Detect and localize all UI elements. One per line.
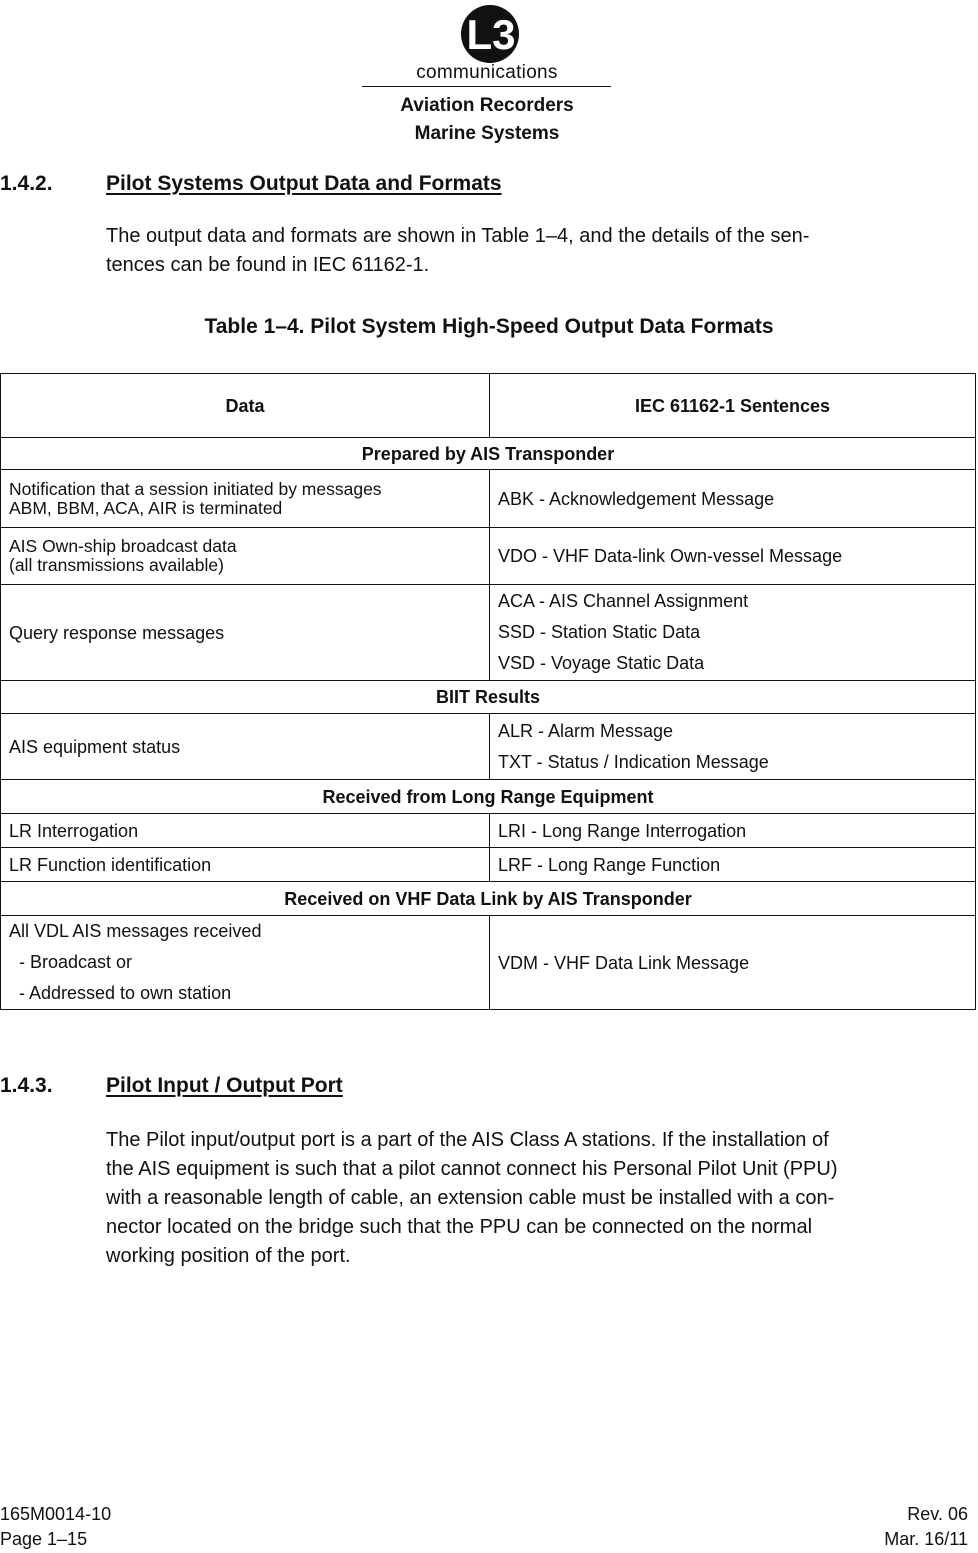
table-caption: Table 1–4. Pilot System High-Speed Output Data Formats (204, 315, 774, 338)
para-line: working position of the port. (106, 1245, 351, 1267)
section-143-number: 1.4.3. (0, 1074, 53, 1097)
header-rule (362, 86, 611, 87)
cell-line: AIS Own-ship broadcast data (9, 536, 237, 556)
sentence-cell (490, 585, 976, 681)
data-cell: LR Function identification (1, 848, 490, 882)
group-row (1, 882, 976, 916)
data-cell: Query response messages (1, 585, 490, 681)
company-wordmark: communications (416, 62, 558, 83)
table-row (1, 848, 976, 882)
footer-doc-number: 165M0014-10 (0, 1504, 112, 1524)
cell-line: (all transmissions available) (9, 555, 224, 575)
data-cell (1, 470, 490, 528)
cell-line: Notification that a session initiated by messages (9, 478, 382, 499)
sentence-cell: LRF - Long Range Function (490, 848, 976, 882)
group-row (1, 681, 976, 714)
sentence-cell: ABK - Acknowledgement Message (490, 470, 976, 528)
sentence-cell: VDO - VHF Data-link Own-vessel Message (490, 528, 976, 585)
group-heading: Received on VHF Data Link by AIS Transponder (1, 882, 976, 916)
col-header-sentences: IEC 61162-1 Sentences (490, 374, 976, 438)
table-row (1, 585, 976, 681)
group-heading: Prepared by AIS Transponder (1, 438, 976, 470)
para-line: the AIS equipment is such that a pilot cannot connect his Personal Pilot Unit (PPU) (106, 1158, 838, 1180)
para-line: nector located on the bridge such that the PPU can be connected on the normal (106, 1216, 813, 1238)
data-cell (1, 916, 490, 1010)
table-row (1, 814, 976, 848)
para-line: The Pilot input/output port is a part of the AIS Class A stations. If the installation of (106, 1129, 829, 1151)
group-row (1, 780, 976, 814)
table-row (1, 714, 976, 780)
table-row (1, 916, 976, 1010)
logo-mark-text: L3 (466, 11, 516, 58)
table-row (1, 528, 976, 585)
l3-logo (455, 4, 525, 64)
sentence-cell: LRI - Long Range Interrogation (490, 814, 976, 848)
cell-line: ACA - AIS Channel Assignment (498, 591, 749, 611)
header-division-2: Marine Systems (414, 123, 560, 144)
group-row (1, 438, 976, 470)
cell-line: All VDL AIS messages received (9, 921, 262, 941)
para-line: The output data and formats are shown in Table 1–4, and the details of the sen- (106, 225, 810, 247)
footer-page-number: Page 1–15 (0, 1529, 88, 1549)
para-line: with a reasonable length of cable, an extension cable must be installed with a con- (106, 1187, 835, 1209)
cell-line: VSD - Voyage Static Data (498, 653, 705, 673)
data-cell: AIS equipment status (1, 714, 490, 780)
section-143-title: Pilot Input / Output Port (106, 1074, 343, 1097)
para-line: tences can be found in IEC 61162-1. (106, 254, 430, 276)
cell-line: - Addressed to own station (9, 983, 232, 1003)
group-heading: BIIT Results (1, 681, 976, 714)
col-header-data: Data (1, 374, 490, 438)
section-142-title: Pilot Systems Output Data and Formats (106, 172, 502, 195)
sentence-cell (490, 714, 976, 780)
group-heading: Received from Long Range Equipment (1, 780, 976, 814)
cell-line: ABM, BBM, ACA, AIR is terminated (9, 497, 283, 518)
section-142-paragraph (106, 222, 966, 280)
table-header-row (1, 374, 976, 438)
sentence-cell: VDM - VHF Data Link Message (490, 916, 976, 1010)
table-row (1, 470, 976, 528)
footer-revision: Rev. 06 (907, 1504, 968, 1524)
data-cell: LR Interrogation (1, 814, 490, 848)
footer-date: Mar. 16/11 (884, 1529, 968, 1549)
section-142-number: 1.4.2. (0, 172, 53, 195)
cell-line: SSD - Station Static Data (498, 622, 701, 642)
output-formats-table (0, 373, 976, 1010)
cell-line: ALR - Alarm Message (498, 720, 674, 741)
header-division-1: Aviation Recorders (400, 95, 574, 116)
cell-line: TXT - Status / Indication Message (498, 751, 769, 772)
data-cell (1, 528, 490, 585)
cell-line: - Broadcast or (9, 952, 133, 972)
section-143-paragraph (106, 1126, 966, 1271)
